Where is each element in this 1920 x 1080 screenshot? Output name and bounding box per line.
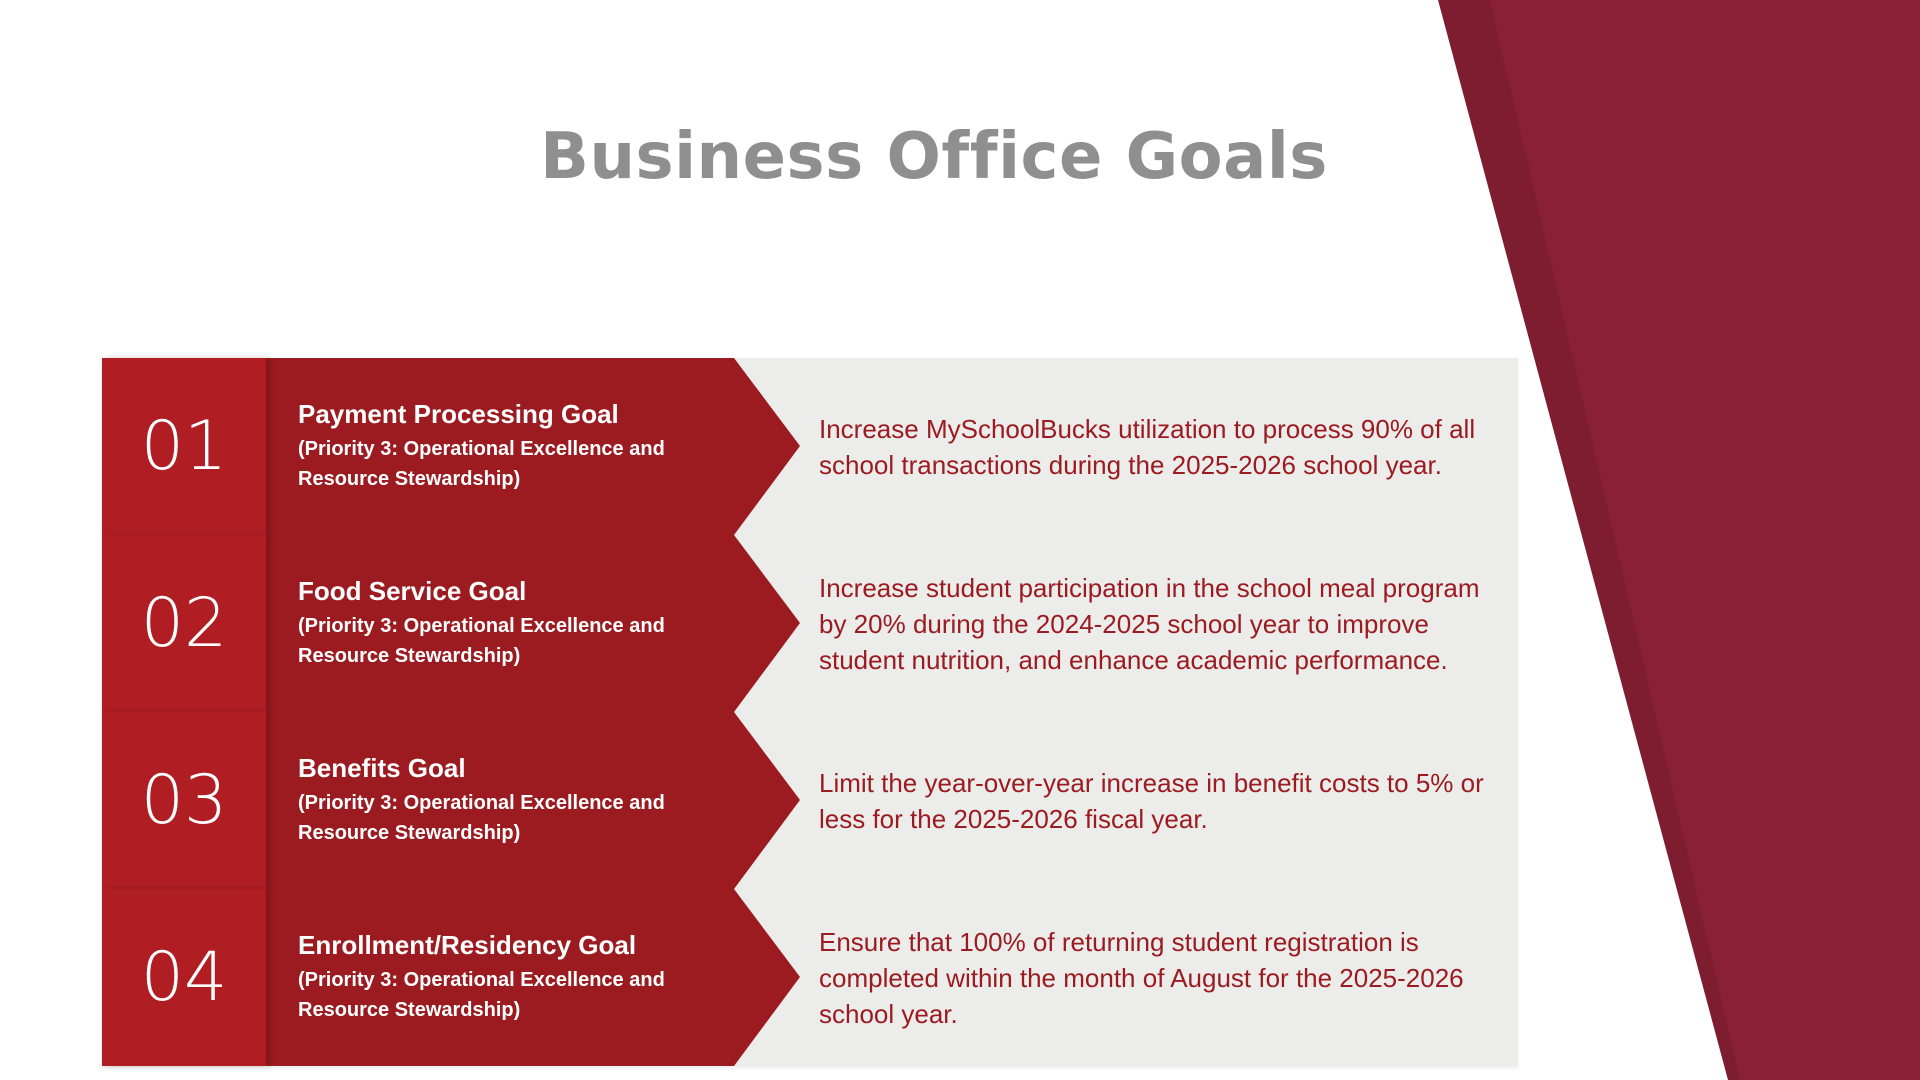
goal-priority: (Priority 3: Operational Excellence and Resource Stewardship): [298, 438, 665, 490]
goal-row-03: [102, 712, 1518, 889]
goal-heading: [298, 712, 718, 889]
goal-description: [819, 535, 1509, 712]
goal-number-box: [102, 358, 266, 535]
goal-description: [819, 889, 1509, 1066]
goal-heading: [298, 889, 718, 1066]
goal-title: Payment Processing Goal: [298, 399, 619, 429]
goal-number-box: [102, 535, 266, 712]
goal-heading: [298, 535, 718, 712]
goal-priority: (Priority 3: Operational Excellence and Resource Stewardship): [298, 615, 665, 667]
goal-number: 04: [140, 938, 228, 1017]
page-title: Business Office Goals: [540, 120, 1328, 194]
goal-title: Benefits Goal: [298, 753, 466, 783]
goal-description-text: Limit the year-over-year increase in benefit costs to 5% or less for the 2025-2026 fiscal year.: [819, 767, 1484, 834]
goal-number-box: [102, 889, 266, 1066]
goal-description: [819, 712, 1509, 889]
goal-priority: (Priority 3: Operational Excellence and Resource Stewardship): [298, 969, 665, 1021]
goal-title: Food Service Goal: [298, 576, 527, 606]
goal-row-04: [102, 889, 1518, 1066]
goal-heading: [298, 358, 718, 535]
goal-number: 02: [140, 584, 228, 663]
goal-description: [819, 358, 1509, 535]
goal-row-02: [102, 535, 1518, 712]
goal-row-01: [102, 358, 1518, 535]
goal-description-text: Ensure that 100% of returning student registration is completed within the month of August for the 2025-2026 school year.: [819, 926, 1464, 1029]
goal-number-box: [102, 712, 266, 889]
goal-title: Enrollment/Residency Goal: [298, 930, 637, 960]
goal-description-text: Increase student participation in the school meal program by 20% during the 2024-2025 school year to improve student nutrition, and enhance academic performance.: [819, 572, 1480, 675]
goal-number: 03: [140, 761, 228, 840]
goal-priority: (Priority 3: Operational Excellence and Resource Stewardship): [298, 792, 665, 844]
goal-description-text: Increase MySchoolBucks utilization to process 90% of all school transactions during the 2025-2026 school year.: [819, 413, 1476, 480]
goal-number: 01: [140, 407, 228, 486]
